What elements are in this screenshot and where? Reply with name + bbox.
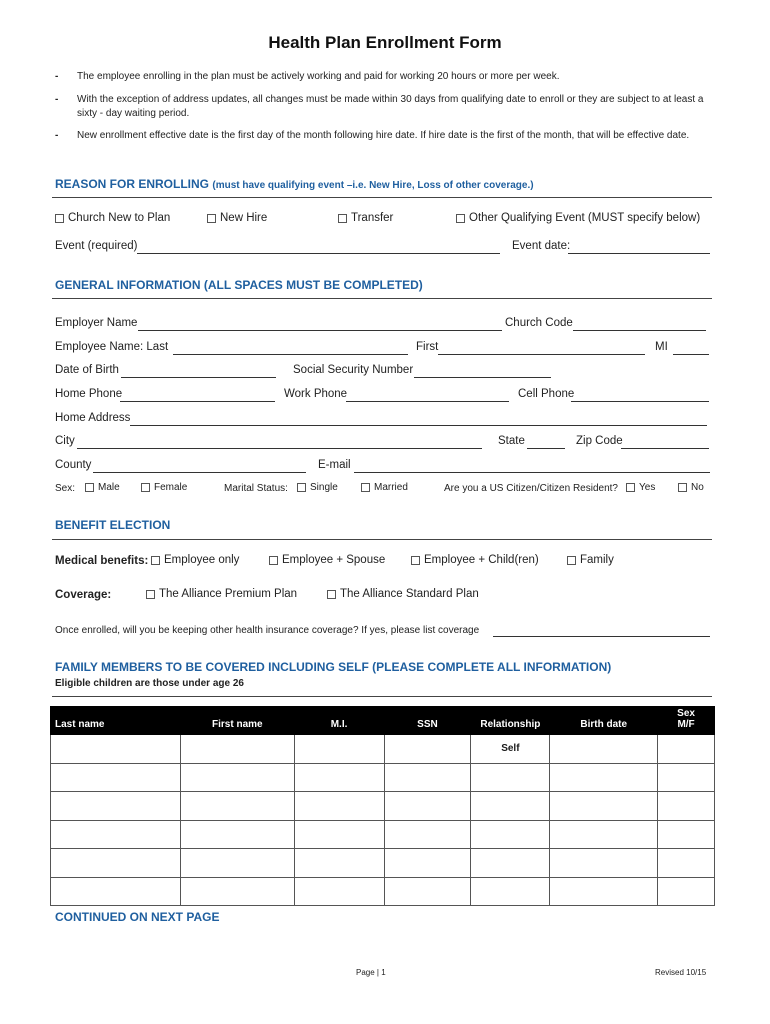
other-insurance-line[interactable]	[493, 636, 710, 637]
revision-date: Revised 10/15	[655, 968, 707, 977]
table-cell[interactable]	[384, 849, 471, 878]
event-label: Event (required)	[55, 240, 138, 252]
table-cell[interactable]	[384, 877, 471, 906]
col-header-first-name: First name	[181, 707, 294, 735]
other-insurance-label: Once enrolled, will you be keeping other health insurance coverage? If yes, please list coverage	[55, 625, 480, 636]
col-header-sex	[658, 707, 715, 735]
section-divider	[52, 298, 712, 299]
table-row	[51, 735, 715, 764]
checkbox[interactable]	[85, 483, 94, 492]
table-cell[interactable]	[471, 849, 550, 878]
cell-phone-label: Cell Phone	[518, 388, 575, 400]
relationship-self: Self	[471, 735, 550, 764]
page-number: Page | 1	[356, 968, 386, 977]
reason-option-other[interactable]	[456, 212, 700, 224]
table-cell[interactable]	[550, 877, 658, 906]
table-row	[51, 792, 715, 821]
bullet-item	[55, 93, 705, 121]
table-cell[interactable]	[294, 792, 384, 821]
bullet-dash: -	[55, 94, 59, 105]
table-cell[interactable]	[181, 735, 294, 764]
option-label: Other Qualifying Event (MUST specify below)	[469, 212, 701, 224]
sex-option-female[interactable]	[141, 482, 187, 493]
table-cell[interactable]	[658, 820, 715, 849]
option-label: Yes	[639, 482, 656, 493]
table-cell[interactable]	[294, 820, 384, 849]
section-divider	[52, 539, 712, 540]
sex-header-line1: Sex	[677, 708, 695, 719]
option-label: Employee + Spouse	[282, 554, 386, 566]
checkbox[interactable]	[327, 590, 336, 599]
employee-last-name-line[interactable]	[173, 354, 408, 355]
bullet-text: With the exception of address updates, all changes must be made within 30 days from qualifying date to enroll or they are subject to at least a sixty - day waiting period.	[77, 94, 704, 119]
option-label: Employee only	[164, 554, 240, 566]
page-title: Health Plan Enrollment Form	[268, 33, 502, 52]
table-cell[interactable]	[181, 792, 294, 821]
table-cell[interactable]	[471, 792, 550, 821]
bullet-item	[55, 129, 705, 143]
table-row	[51, 877, 715, 906]
first-name-label: First	[416, 341, 439, 353]
table-cell[interactable]	[550, 792, 658, 821]
citizen-label: Are you a US Citizen/Citizen Resident?	[444, 483, 618, 494]
event-date-label: Event date:	[512, 240, 571, 252]
col-header-ssn: SSN	[384, 707, 471, 735]
reason-heading	[55, 177, 534, 191]
city-line[interactable]	[77, 448, 482, 449]
col-header-mi: M.I.	[294, 707, 384, 735]
benefit-heading: BENEFIT ELECTION	[55, 518, 171, 532]
medical-option-family[interactable]	[567, 554, 614, 566]
option-label: Female	[154, 482, 188, 493]
medical-option-employee-spouse[interactable]	[269, 554, 385, 566]
col-header-last-name: Last name	[51, 707, 181, 735]
option-label: Single	[310, 482, 338, 493]
table-cell[interactable]	[51, 820, 181, 849]
table-cell[interactable]	[658, 877, 715, 906]
event-input-line[interactable]	[137, 253, 500, 254]
bullet-text: The employee enrolling in the plan must be actively working and paid for working 20 hours or more per week.	[77, 71, 560, 82]
reason-subheading: (must have qualifying event –i.e. New Hire, Loss of other coverage.)	[212, 180, 534, 191]
zip-line[interactable]	[621, 448, 709, 449]
option-label: Church New to Plan	[68, 212, 171, 224]
medical-option-employee-children[interactable]	[411, 554, 539, 566]
church-code-line[interactable]	[573, 330, 706, 331]
table-cell[interactable]	[181, 763, 294, 792]
ssn-line[interactable]	[414, 377, 551, 378]
table-cell[interactable]	[550, 820, 658, 849]
bullet-item	[55, 70, 705, 84]
home-address-line[interactable]	[130, 425, 707, 426]
table-cell[interactable]	[51, 849, 181, 878]
option-label: Male	[98, 482, 120, 493]
family-heading: FAMILY MEMBERS TO BE COVERED INCLUDING SELF (PLEASE COMPLETE ALL INFORMATION)	[55, 660, 612, 674]
table-cell[interactable]	[384, 792, 471, 821]
checkbox[interactable]	[626, 483, 635, 492]
bullet-dash: -	[55, 71, 59, 82]
table-cell[interactable]	[550, 763, 658, 792]
sex-label: Sex:	[55, 483, 76, 494]
employee-last-name-label: Employee Name: Last	[55, 341, 169, 353]
checkbox[interactable]	[567, 556, 576, 565]
coverage-label: Coverage:	[55, 589, 112, 601]
work-phone-label: Work Phone	[284, 388, 348, 400]
checkbox[interactable]	[361, 483, 370, 492]
marital-option-single[interactable]	[297, 482, 338, 493]
checkbox[interactable]	[297, 483, 306, 492]
event-date-input-line[interactable]	[568, 253, 710, 254]
checkbox[interactable]	[411, 556, 420, 565]
coverage-option-standard[interactable]	[327, 588, 479, 600]
email-line[interactable]	[354, 472, 710, 473]
table-cell[interactable]	[384, 763, 471, 792]
medical-benefits-label: Medical benefits:	[55, 555, 149, 567]
checkbox[interactable]	[146, 590, 155, 599]
checkbox[interactable]	[678, 483, 687, 492]
table-cell[interactable]	[384, 820, 471, 849]
table-cell[interactable]	[658, 792, 715, 821]
bullet-dash: -	[55, 130, 59, 141]
option-label: Transfer	[351, 212, 394, 224]
state-line[interactable]	[527, 448, 565, 449]
reason-heading-text: REASON FOR ENROLLING	[55, 177, 210, 191]
work-phone-line[interactable]	[346, 401, 509, 402]
dob-line[interactable]	[121, 377, 276, 378]
section-divider	[52, 696, 712, 697]
marital-status-label: Marital Status:	[224, 483, 288, 494]
col-header-relationship: Relationship	[471, 707, 550, 735]
checkbox[interactable]	[338, 214, 347, 223]
home-address-label: Home Address	[55, 412, 131, 424]
table-cell[interactable]	[471, 763, 550, 792]
col-header-birth-date: Birth date	[550, 707, 658, 735]
checkbox[interactable]	[55, 214, 64, 223]
ssn-label: Social Security Number	[293, 364, 414, 376]
citizen-option-yes[interactable]	[626, 482, 655, 493]
section-divider	[52, 197, 712, 198]
mi-line[interactable]	[673, 354, 709, 355]
first-name-line[interactable]	[438, 354, 645, 355]
mi-label: MI	[655, 341, 668, 353]
table-cell[interactable]	[294, 877, 384, 906]
bullet-text: New enrollment effective date is the first day of the month following hire date. If hire date is the first of the month, that will be effective date.	[77, 130, 690, 141]
table-cell[interactable]	[51, 763, 181, 792]
zip-label: Zip Code	[576, 435, 623, 447]
reason-option-transfer[interactable]	[338, 212, 393, 224]
county-line[interactable]	[93, 472, 306, 473]
option-label: No	[691, 482, 704, 493]
table-cell[interactable]	[181, 849, 294, 878]
church-code-label: Church Code	[505, 317, 573, 329]
city-label: City	[55, 435, 75, 447]
table-cell[interactable]	[471, 820, 550, 849]
home-phone-line[interactable]	[120, 401, 275, 402]
general-heading: GENERAL INFORMATION (ALL SPACES MUST BE COMPLETED)	[55, 278, 423, 292]
dob-label: Date of Birth	[55, 364, 119, 376]
family-members-table	[50, 706, 715, 906]
citizen-option-no[interactable]	[678, 482, 704, 493]
table-cell[interactable]	[51, 792, 181, 821]
reason-option-new-hire[interactable]	[207, 212, 267, 224]
table-cell[interactable]	[658, 763, 715, 792]
table-cell[interactable]	[471, 877, 550, 906]
sex-header-line2: M/F	[677, 719, 695, 730]
table-cell[interactable]	[294, 763, 384, 792]
checkbox[interactable]	[151, 556, 160, 565]
table-cell[interactable]	[658, 735, 715, 764]
home-phone-label: Home Phone	[55, 388, 123, 400]
table-cell[interactable]	[294, 849, 384, 878]
employer-name-label: Employer Name	[55, 317, 138, 329]
table-cell[interactable]	[294, 735, 384, 764]
state-label: State	[498, 435, 525, 447]
table-cell[interactable]	[51, 877, 181, 906]
checkbox[interactable]	[141, 483, 150, 492]
checkbox[interactable]	[207, 214, 216, 223]
table-row	[51, 849, 715, 878]
table-row	[51, 820, 715, 849]
coverage-option-premium[interactable]	[146, 588, 297, 600]
table-cell[interactable]	[658, 849, 715, 878]
table-cell[interactable]	[550, 735, 658, 764]
checkbox[interactable]	[269, 556, 278, 565]
email-label: E-mail	[318, 459, 351, 471]
eligibility-note: Eligible children are those under age 26	[55, 678, 244, 689]
option-label: Family	[580, 554, 614, 566]
table-cell[interactable]	[181, 877, 294, 906]
table-cell[interactable]	[384, 735, 471, 764]
checkbox[interactable]	[456, 214, 465, 223]
sex-option-male[interactable]	[85, 482, 120, 493]
employer-name-line[interactable]	[138, 330, 502, 331]
table-cell[interactable]	[550, 849, 658, 878]
option-label: Married	[374, 482, 408, 493]
table-header-row	[51, 707, 715, 735]
cell-phone-line[interactable]	[571, 401, 709, 402]
table-cell[interactable]	[51, 735, 181, 764]
marital-option-married[interactable]	[361, 482, 408, 493]
medical-option-employee-only[interactable]	[151, 554, 239, 566]
reason-option-church-new[interactable]	[55, 212, 170, 224]
county-label: County	[55, 459, 92, 471]
option-label: Employee + Child(ren)	[424, 554, 539, 566]
continued-notice: CONTINUED ON NEXT PAGE	[55, 910, 220, 924]
option-label: New Hire	[220, 212, 268, 224]
table-cell[interactable]	[181, 820, 294, 849]
option-label: The Alliance Premium Plan	[159, 588, 298, 600]
option-label: The Alliance Standard Plan	[340, 588, 479, 600]
table-row	[51, 763, 715, 792]
